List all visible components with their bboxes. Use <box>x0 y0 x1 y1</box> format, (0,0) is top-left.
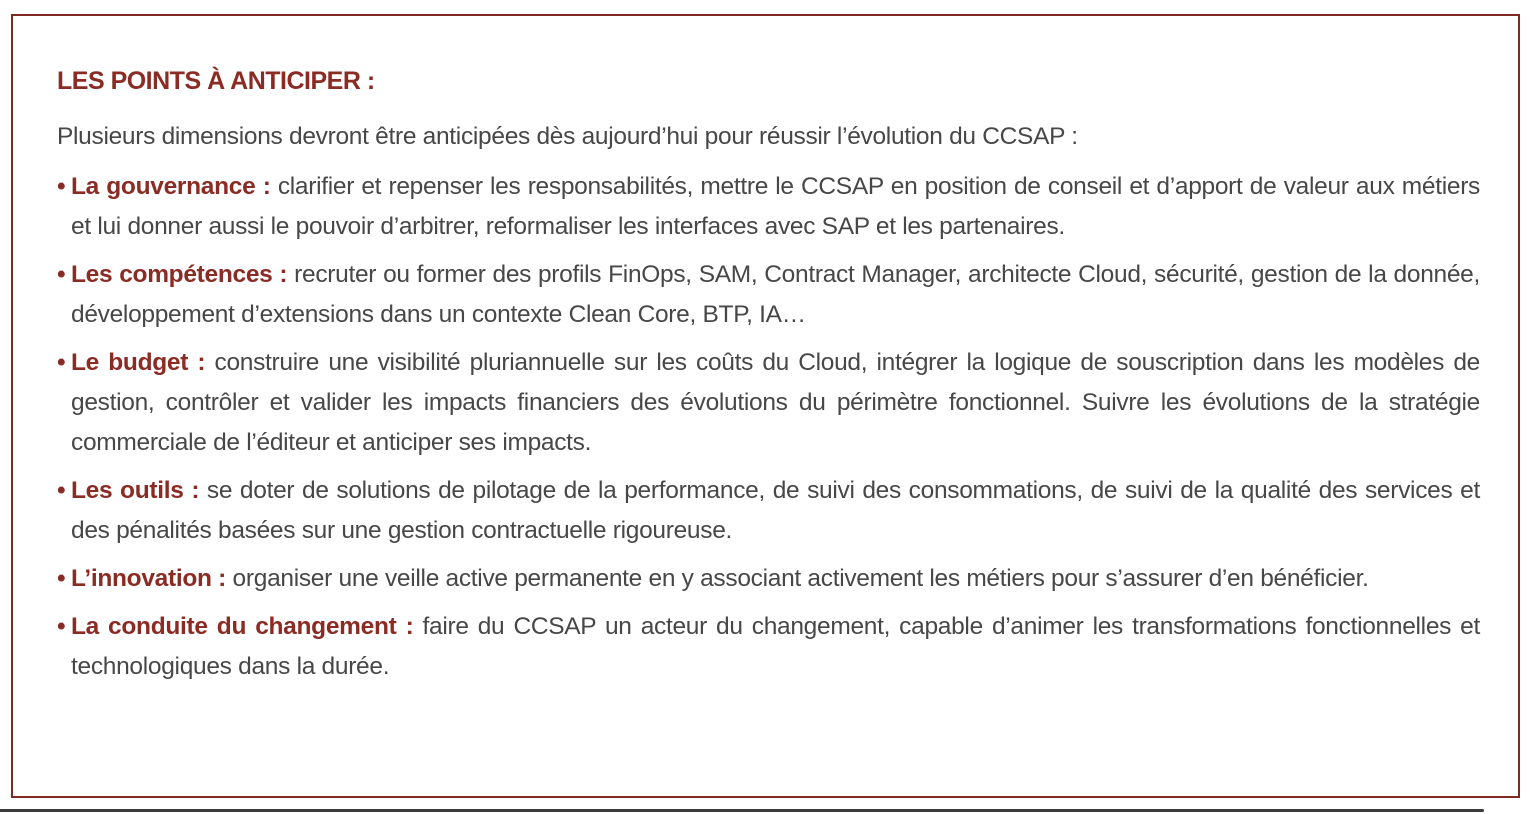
bullet-dot-icon: • <box>57 261 66 288</box>
bullet-text: organiser une veille active permanente en y associant activement les métiers pour s’assurer d’en bénéficier. <box>226 565 1369 592</box>
bullet-item-conduite-changement <box>57 607 1480 687</box>
bullet-text: recruter ou former des profils FinOps, SAM, Contract Manager, architecte Cloud, sécurité, gestion de la donnée, développement d’extensions dans un contexte Clean Core, BTP, IA… <box>71 261 1481 328</box>
bullet-text: construire une visibilité pluriannuelle sur les coûts du Cloud, intégrer la logique de souscription dans les modèles de gestion, contrôler et valider les impacts financiers des évolutions du périmètre fonctionnel. Suivre les évolutions de la stratégie commerciale de l’éditeur et anticiper ses impacts. <box>71 349 1480 456</box>
bullet-dot-icon: • <box>57 349 66 376</box>
bullet-dot-icon: • <box>57 613 66 640</box>
bullet-dot-icon: • <box>57 477 66 504</box>
bullet-item-gouvernance <box>57 167 1480 247</box>
callout-box <box>11 14 1520 798</box>
bullet-list <box>57 167 1480 695</box>
bullet-label: La gouvernance : <box>71 173 271 200</box>
bullet-text: faire du CCSAP un acteur du changement, capable d’animer les transformations fonctionnelles et technologiques dans la durée. <box>71 613 1480 680</box>
bullet-dot-icon: • <box>57 173 66 200</box>
bullet-item-budget <box>57 343 1480 463</box>
bullet-label: Les outils : <box>71 477 200 504</box>
bullet-item-outils <box>57 471 1480 551</box>
bottom-divider <box>0 809 1484 812</box>
section-title: LES POINTS À ANTICIPER : <box>57 67 375 95</box>
bullet-text: se doter de solutions de pilotage de la performance, de suivi des consommations, de suivi de la qualité des services et des pénalités basées sur une gestion contractuelle rigoureuse. <box>71 477 1480 544</box>
bullet-item-competences <box>57 255 1480 335</box>
bullet-dot-icon: • <box>57 565 66 592</box>
bullet-label: L’innovation : <box>71 565 227 592</box>
intro-text: Plusieurs dimensions devront être anticipées dès aujourd’hui pour réussir l’évolution du CCSAP : <box>57 123 1078 150</box>
bullet-label: Le budget : <box>71 349 206 376</box>
bullet-label: Les compétences : <box>71 261 288 288</box>
bullet-text: clarifier et repenser les responsabilités, mettre le CCSAP en position de conseil et d’apport de valeur aux métiers et lui donner aussi le pouvoir d’arbitrer, reformaliser les interfaces avec SAP et les partenaires. <box>71 173 1481 240</box>
bullet-label: La conduite du changement : <box>71 613 414 640</box>
bullet-item-innovation <box>57 559 1480 599</box>
